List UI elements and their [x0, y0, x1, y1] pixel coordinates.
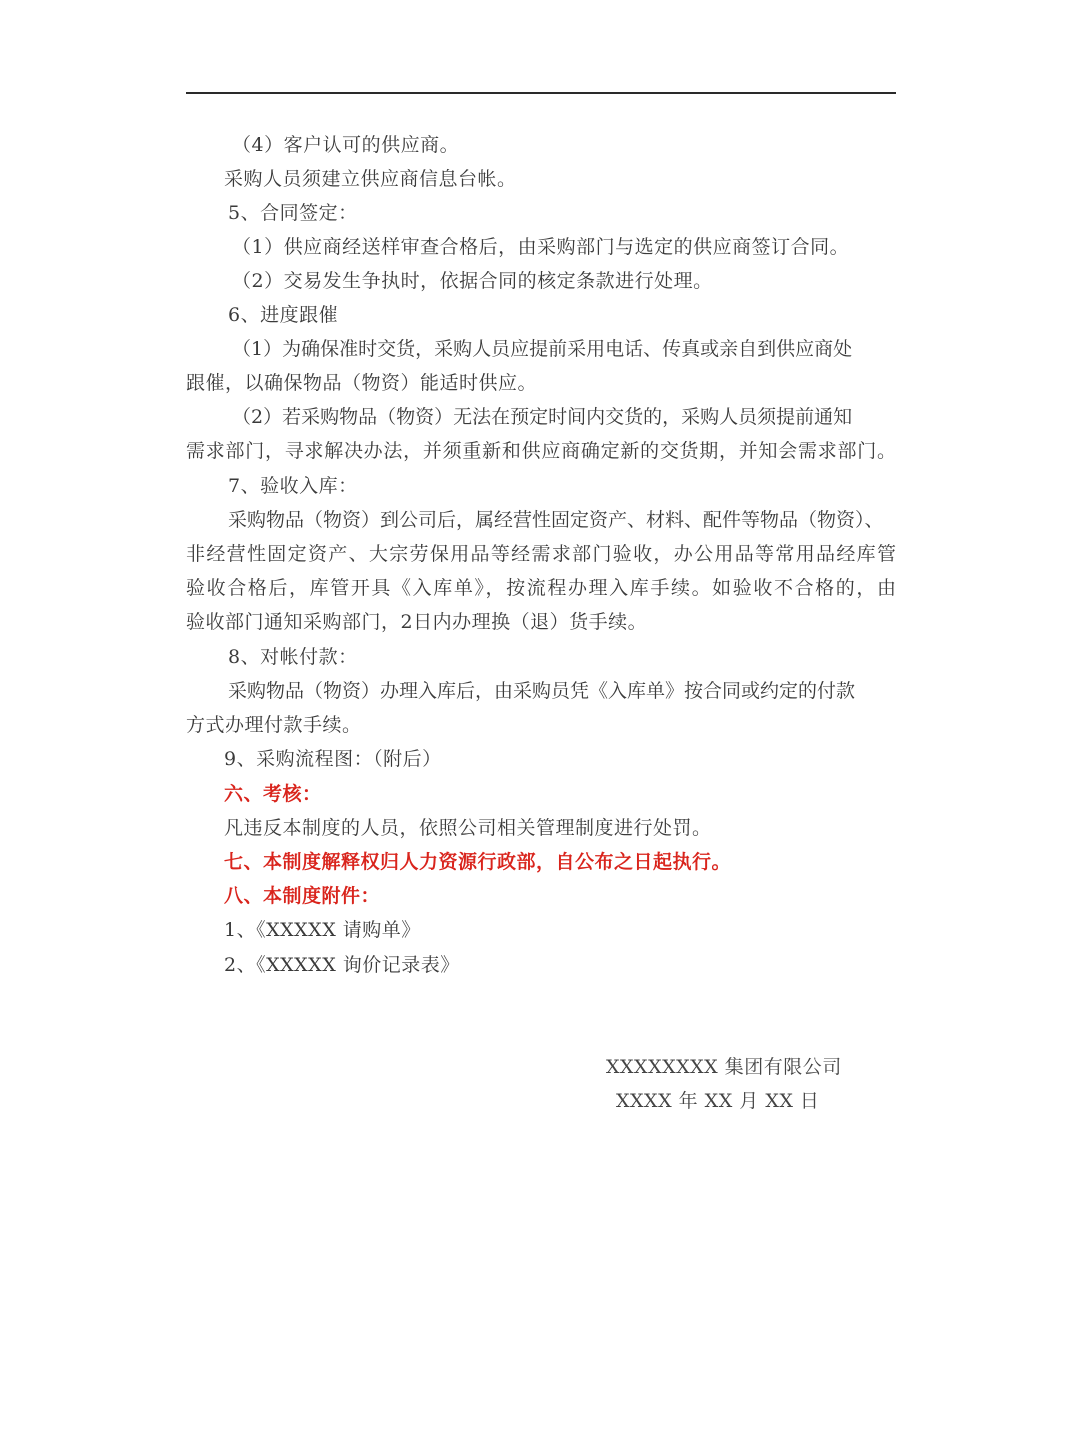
section-7-para-line-4: 验收部门通知采购部门，2日内办理换（退）货手续。	[186, 611, 648, 633]
section-5-heading: 5、合同签定：	[228, 202, 358, 224]
section-8-para-line-2: 方式办理付款手续。	[186, 714, 362, 736]
section-6-item-1-line-1: （1）为确保准时交货，采购人员应提前采用电话、传真或亲自到供应商处	[232, 338, 853, 360]
section-6-item-1-line-2: 跟催，以确保物品（物资）能适时供应。	[186, 372, 538, 394]
item-4-approved-supplier: （4）客户认可的供应商。	[232, 134, 460, 156]
section-6-item-2-line-1: （2）若采购物品（物资）无法在预定时间内交货的，采购人员须提前通知	[232, 406, 853, 428]
section-6-item-2-line-2: 需求部门，寻求解决办法，并须重新和供应商确定新的交货期，并知会需求部门。	[186, 440, 896, 462]
supplier-ledger-note: 采购人员须建立供应商信息台帐。	[224, 168, 517, 190]
chapter-7-interpretation-heading: 七、本制度解释权归人力资源行政部，自公布之日起执行。	[224, 851, 732, 873]
section-7-para-line-3: 验收合格后，库管开具《入库单》，按流程办理入库手续。如验收不合格的，由	[186, 577, 896, 599]
section-7-para-line-1: 采购物品（物资）到公司后，属经营性固定资产、材料、配件等物品（物资）、	[228, 509, 884, 531]
section-5-item-1: （1）供应商经送样审查合格后，由采购部门与选定的供应商签订合同。	[232, 236, 850, 258]
attachment-1: 1、《XXXXX 请购单》	[224, 919, 421, 941]
assessment-penalty-text: 凡违反本制度的人员，依照公司相关管理制度进行处罚。	[224, 817, 712, 839]
section-7-para-line-2: 非经营性固定资产、大宗劳保用品等经需求部门验收，办公用品等常用品经库管	[186, 543, 896, 565]
header-rule	[186, 92, 896, 94]
section-8-heading: 8、对帐付款：	[228, 646, 358, 668]
chapter-6-assessment-heading: 六、考核：	[224, 783, 322, 805]
section-9-flowchart-note: 9、采购流程图：（附后）	[224, 748, 442, 770]
signature-date: XXXX 年 XX 月 XX 日	[616, 1090, 820, 1112]
signature-company: XXXXXXXX 集团有限公司	[606, 1056, 842, 1078]
attachment-2: 2、《XXXXX 询价记录表》	[224, 954, 460, 976]
chapter-8-attachments-heading: 八、本制度附件：	[224, 885, 381, 907]
section-7-heading: 7、验收入库：	[228, 475, 358, 497]
section-6-heading: 6、进度跟催	[228, 304, 339, 326]
section-8-para-line-1: 采购物品（物资）办理入库后，由采购员凭《入库单》按合同或约定的付款	[228, 680, 856, 702]
section-5-item-2: （2）交易发生争执时，依据合同的核定条款进行处理。	[232, 270, 713, 292]
